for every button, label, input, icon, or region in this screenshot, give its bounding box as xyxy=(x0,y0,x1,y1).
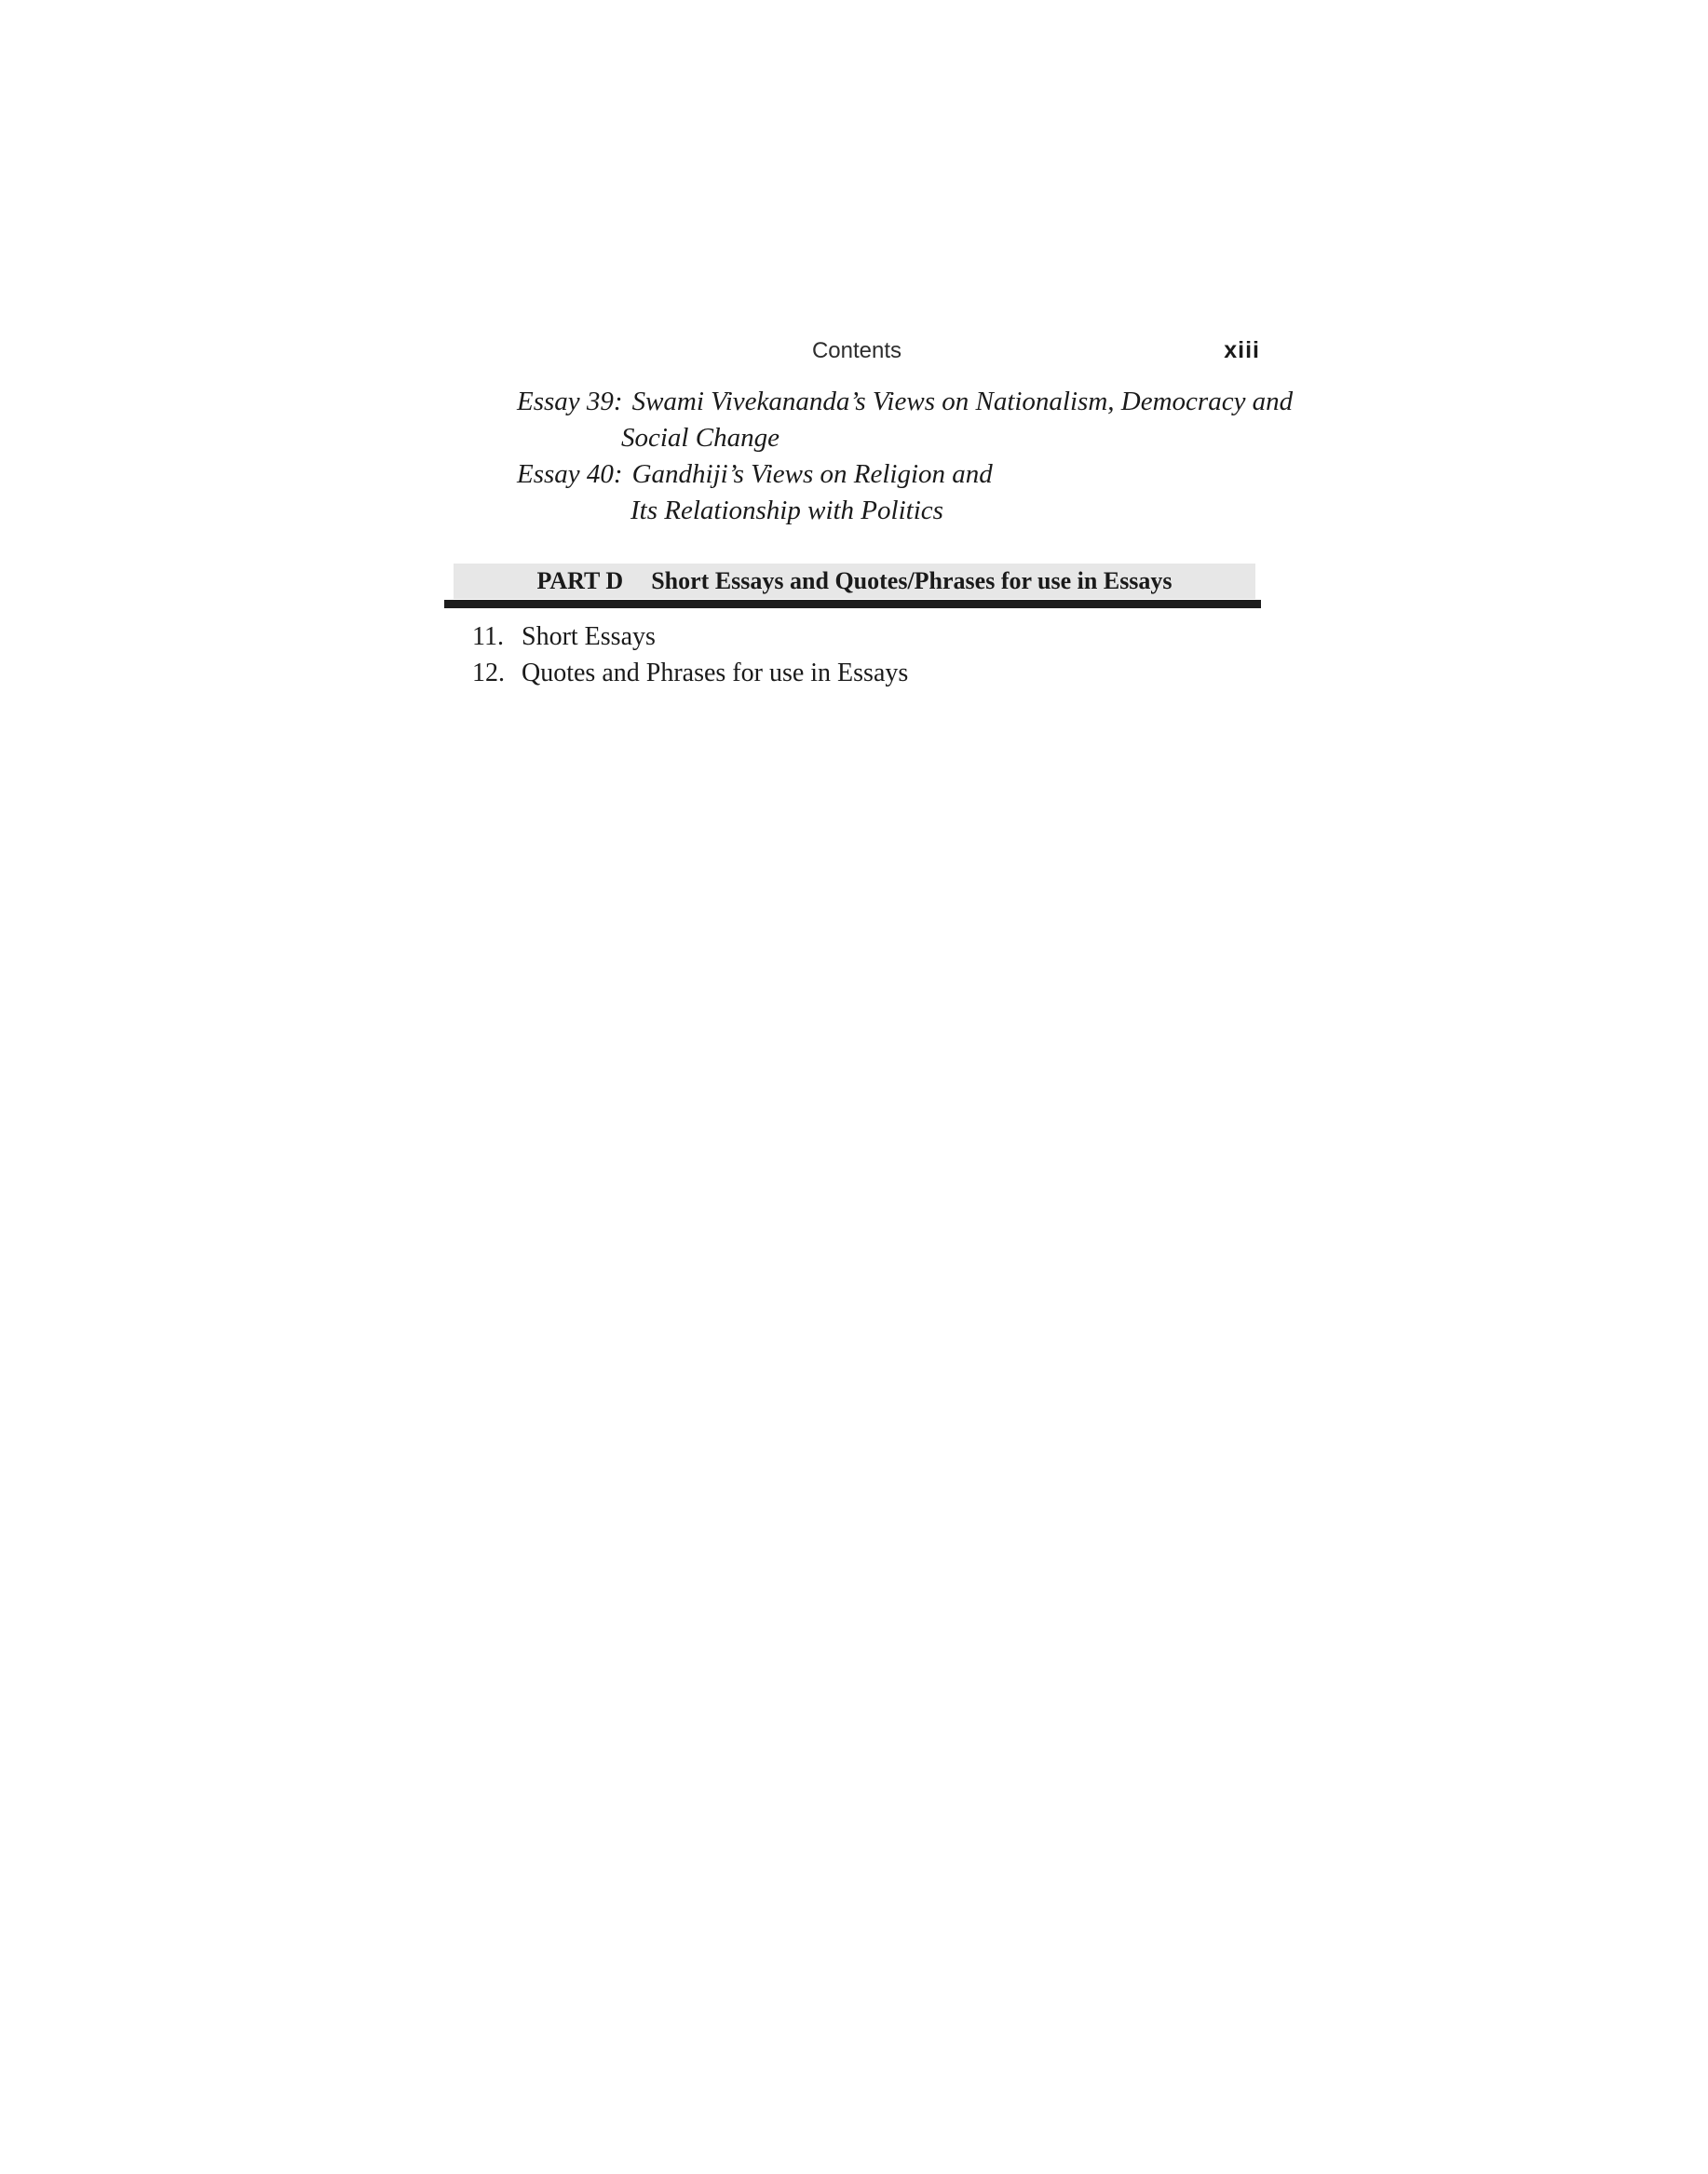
essay-entry-40-line1 xyxy=(454,456,1292,493)
page-header xyxy=(454,338,1260,368)
essay-40-title: Gandhiji’s Views on Religion and xyxy=(631,459,993,489)
continued-essay-entries xyxy=(454,384,1292,529)
essay-entry-40-line2: Its Relationship with Politics xyxy=(630,496,943,525)
chapter-12-title: Quotes and Phrases for use in Essays xyxy=(522,659,909,687)
chapter-row-12 xyxy=(454,655,908,691)
chapter-12-number: 12. xyxy=(472,659,505,687)
essay-40-label: Essay 40: xyxy=(517,459,623,489)
essay-39-title: Swami Vivekananda’s Views on Nationalism, Democracy and xyxy=(631,387,1294,416)
page-number: xiii xyxy=(1224,337,1260,363)
chapter-11-title: Short Essays xyxy=(522,622,656,651)
part-d-title: Short Essays and Quotes/Phrases for use in Essays xyxy=(651,567,1173,594)
chapter-row-11 xyxy=(454,618,908,655)
essay-39-label: Essay 39: xyxy=(517,387,623,416)
essay-entry-39-line2: Social Change xyxy=(621,423,779,453)
running-header-title: Contents xyxy=(811,338,902,363)
essay-entry-39-line1 xyxy=(454,384,1292,420)
part-heading-rule xyxy=(444,600,1261,608)
part-d-heading-bar xyxy=(454,564,1255,599)
chapter-list xyxy=(454,618,908,691)
part-d-label: PART D xyxy=(536,567,624,594)
chapter-11-number: 11. xyxy=(472,622,504,651)
